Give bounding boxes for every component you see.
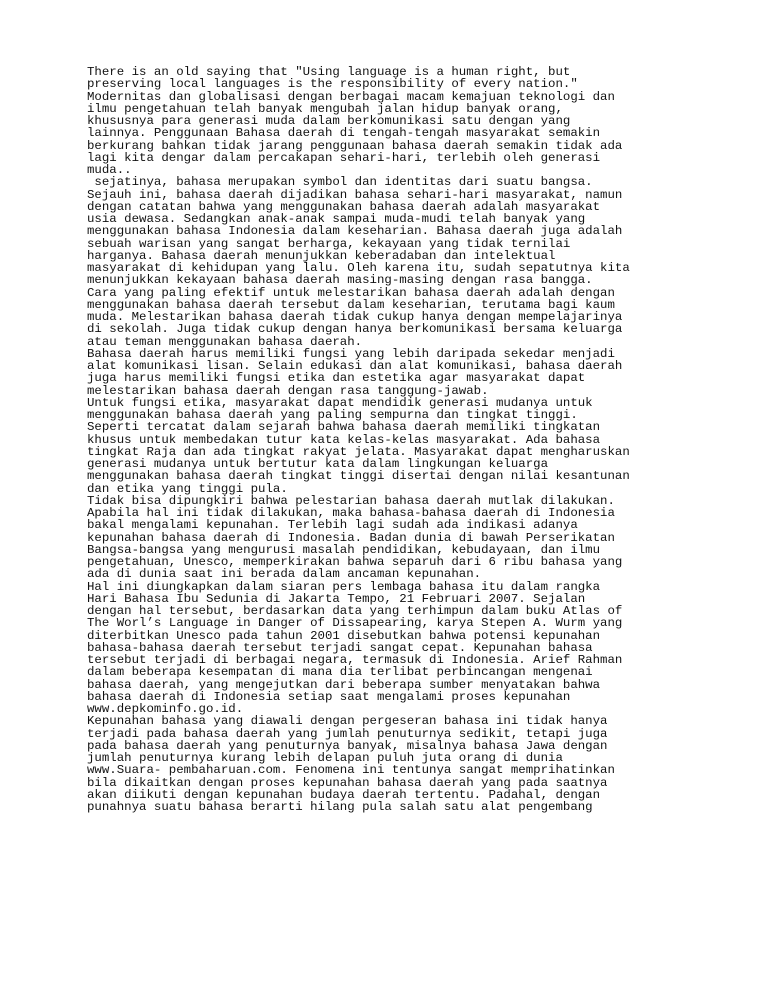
text-line: Bahasa daerah harus memiliki fungsi yang lebih daripada sekedar menjadi (87, 346, 615, 361)
text-line: Kepunahan bahasa yang diawali dengan pergeseran bahasa ini tidak hanya (87, 714, 608, 729)
text-line: Untuk fungsi etika, masyarakat dapat mendidik generasi mudanya untuk (87, 395, 593, 410)
text-line: sebuah warisan yang sangat berharga, kekayaan yang tidak ternilai (87, 236, 571, 251)
text-line: lagi kita dengar dalam percakapan sehari-hari, terlebih oleh generasi (87, 150, 601, 165)
text-line: berkurang bahkan tidak jarang penggunaan bahasa daerah semakin tidak ada (87, 138, 623, 153)
text-line: dan etika yang tinggi pula. (87, 481, 288, 496)
text-line: usia dewasa. Sedangkan anak-anak sampai muda-mudi telah banyak yang (87, 212, 586, 226)
text-line: Sejauh ini, bahasa daerah dijadikan bahasa sehari-hari masyarakat, namun (87, 187, 623, 202)
text-line: menggunakan bahasa daerah yang paling sempurna dan tingkat tinggi. (87, 408, 578, 422)
text-line: lainnya. Penggunaan Bahasa daerah di tengah-tengah masyarakat semakin (87, 126, 601, 141)
text-line: bahasa daerah di Indonesia setiap saat mengalami proses kepunahan (87, 689, 571, 704)
text-line: There is an old saying that "Using language is a human right, but (87, 65, 571, 79)
text-line: tersebut terjadi di berbagai negara, termasuk di Indonesia. Arief Rahman (87, 653, 623, 667)
text-line: www.depkominfo.go.id. (87, 702, 244, 716)
text-line: dalam beberapa kesempatan di mana dia terlibat perbincangan mengenai (87, 665, 593, 680)
text-line: generasi mudanya untuk bertutur kata dalam lingkungan keluarga (87, 457, 549, 471)
text-line: bahasa daerah, yang mengejutkan dari beberapa sumber menyatakan bahwa (87, 677, 601, 692)
text-line: preserving local languages is the responsibility of every nation." (87, 77, 578, 92)
text-line: Apabila hal ini tidak dilakukan, maka bahasa-bahasa daerah di Indonesia (87, 506, 615, 520)
text-line: Cara yang paling efektif untuk melestarikan bahasa daerah adalah dengan (87, 285, 615, 300)
text-line: alat komunikasi lisan. Selain edukasi dan alat komunikasi, bahasa daerah (87, 359, 623, 373)
text-line: punahnya suatu bahasa berarti hilang pula salah satu alat pengembang (87, 800, 593, 814)
text-line: muda.. (87, 163, 132, 177)
text-line: harganya. Bahasa daerah menunjukkan keberadaban dan intelektual (87, 248, 556, 263)
text-line: terjadi pada bahasa daerah yang jumlah penuturnya sedikit, tetapi juga (87, 726, 608, 741)
text-line: di sekolah. Juga tidak cukup dengan hanya berkomunikasi bersama keluarga (87, 322, 623, 337)
text-line: menggunakan bahasa daerah tersebut dalam keseharian, terutama bagi kaum (87, 297, 615, 312)
text-line: www.Suara- pembaharuan.com. Fenomena ini tentunya sangat memprihatinkan (87, 763, 615, 778)
text-line: bila dikaitkan dengan proses kepunahan bahasa daerah yang pada saatnya (87, 775, 608, 790)
text-line: ilmu pengetahuan telah banyak mengubah jalan hidup banyak orang, (87, 101, 563, 116)
text-line: dengan hal tersebut, berdasarkan data yang terhimpun dalam buku Atlas of (87, 604, 623, 618)
text-line: The Worl’s Language in Danger of Dissapearing, karya Stepen A. Wurm yang (87, 616, 623, 631)
text-line: khususnya para generasi muda dalam berkomunikasi satu dengan yang (87, 114, 571, 128)
text-line: melestarikan bahasa daerah dengan rasa tanggung-jawab. (87, 383, 489, 398)
text-line: pada bahasa daerah yang penuturnya banyak, misalnya bahasa Jawa dengan (87, 738, 608, 753)
text-line: Modernitas dan globalisasi dengan berbagai macam kemajuan teknologi dan (87, 89, 615, 104)
text-line: menggunakan bahasa daerah tingkat tinggi disertai dengan nilai kesantunan (87, 469, 630, 484)
text-line: tingkat Raja dan ada tingkat rakyat jelata. Masyarakat dapat mengharuskan (87, 444, 630, 459)
text-line: menggunakan bahasa Indonesia dalam keseharian. Bahasa daerah juga adalah (87, 224, 623, 239)
text-line: diterbitkan Unesco pada tahun 2001 disebutkan bahwa potensi kepunahan (87, 628, 601, 643)
text-line: jumlah penuturnya kurang lebih delapan puluh juta orang di dunia (87, 751, 563, 765)
text-line: ada di dunia saat ini berada dalam ancaman kepunahan. (87, 567, 482, 582)
text-line: pengetahuan, Unesco, memperkirakan bahwa separuh dari 6 ribu bahasa yang (87, 555, 623, 569)
text-line: atau teman menggunakan bahasa daerah. (87, 334, 363, 349)
text-line: bakal mengalami kepunahan. Terlebih lagi sudah ada indikasi adanya (87, 518, 578, 533)
text-line: khusus untuk membedakan tutur kata kelas-kelas masyarakat. Ada bahasa (87, 432, 601, 447)
text-line: menunjukkan kekayaan bahasa daerah masing-masing dengan rasa bangga. (87, 273, 593, 288)
text-line: Tidak bisa dipungkiri bahwa pelestarian bahasa daerah mutlak dilakukan. (87, 493, 615, 508)
text-line: kepunahan bahasa daerah di Indonesia. Badan dunia di bawah Perserikatan (87, 530, 615, 545)
text-line: muda. Melestarikan bahasa daerah tidak cukup hanya dengan mempelajarinya (87, 310, 623, 324)
document-body-text (87, 66, 727, 813)
text-line: sejatinya, bahasa merupakan symbol dan identitas dari suatu bangsa. (87, 175, 593, 190)
text-line: Hal ini diungkapkan dalam siaran pers lembaga bahasa itu dalam rangka (87, 579, 601, 594)
text-line: bahasa-bahasa daerah tersebut terjadi sangat cepat. Kepunahan bahasa (87, 640, 593, 655)
text-line: dengan catatan bahwa yang menggunakan bahasa daerah adalah masyarakat (87, 199, 601, 214)
text-line: masyarakat di kehidupan yang lalu. Oleh karena itu, sudah sepatutnya kita (87, 261, 630, 275)
text-line: Hari Bahasa Ibu Sedunia di Jakarta Tempo, 21 Februari 2007. Sejalan (87, 591, 586, 606)
text-line: juga harus memiliki fungsi etika dan estetika agar masyarakat dapat (87, 371, 586, 386)
text-line: akan diikuti dengan kepunahan budaya daerah tertentu. Padahal, dengan (87, 787, 601, 802)
text-line: Seperti tercatat dalam sejarah bahwa bahasa daerah memiliki tingkatan (87, 420, 601, 435)
text-line: Bangsa-bangsa yang mengurusi masalah pendidikan, kebudayaan, dan ilmu (87, 542, 601, 557)
